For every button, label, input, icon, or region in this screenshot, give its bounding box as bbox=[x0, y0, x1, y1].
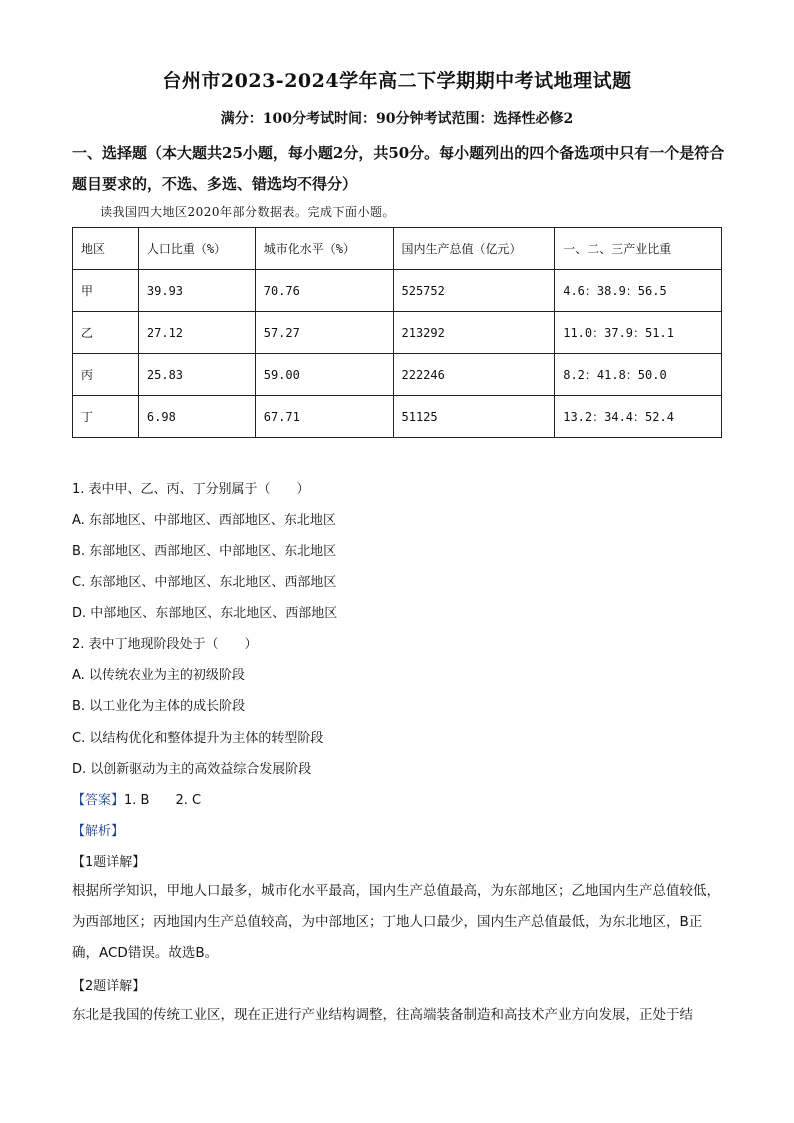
question-1-stem: 1. 表中甲、乙、丙、丁分别属于（ ） bbox=[72, 482, 310, 497]
table-header-cell: 人口比重（%） bbox=[138, 228, 255, 270]
table-cell: 6.98 bbox=[138, 396, 255, 438]
table-cell: 13.2：34.4：52.4 bbox=[555, 396, 722, 438]
table-header-row bbox=[73, 228, 722, 270]
question-2-stem: 2. 表中丁地现阶段处于（ ） bbox=[72, 637, 258, 652]
table-cell: 27.12 bbox=[138, 312, 255, 354]
table-header-cell: 城市化水平（%） bbox=[255, 228, 393, 270]
section-heading: 一、选择题（本大题共25小题，每小题2分，共50分。每小题列出的四个备选项中只有一个是符合题目要求的，不选、多选、错选均不得分） bbox=[72, 144, 725, 193]
table-cell: 乙 bbox=[73, 312, 139, 354]
table-header-cell: 国内生产总值（亿元） bbox=[393, 228, 555, 270]
question-2-option-c[interactable]: C. 以结构优化和整体提升为主体的转型阶段 bbox=[72, 731, 324, 746]
table-cell: 213292 bbox=[393, 312, 555, 354]
table-cell: 39.93 bbox=[138, 270, 255, 312]
question-1-option-b[interactable]: B. 东部地区、西部地区、中部地区、东北地区 bbox=[72, 544, 337, 559]
table-cell: 70.76 bbox=[255, 270, 393, 312]
table-header-cell: 地区 bbox=[73, 228, 139, 270]
table-cell: 57.27 bbox=[255, 312, 393, 354]
table-cell: 67.71 bbox=[255, 396, 393, 438]
data-table bbox=[72, 227, 722, 438]
table-header-cell: 一、二、三产业比重 bbox=[555, 228, 722, 270]
detail-2-text: 东北是我国的传统工业区，现在正进行产业结构调整，往高端装备制造和高技术产业方向发展，正处于结 bbox=[72, 1007, 693, 1023]
table-cell: 8.2：41.8：50.0 bbox=[555, 354, 722, 396]
table-row bbox=[73, 396, 722, 438]
detail-2-label: 【2题详解】 bbox=[72, 979, 146, 994]
answer-label: 【答案】 bbox=[72, 793, 125, 808]
table-cell: 525752 bbox=[393, 270, 555, 312]
table-cell: 59.00 bbox=[255, 354, 393, 396]
table-cell: 丙 bbox=[73, 354, 139, 396]
table-row bbox=[73, 270, 722, 312]
table-cell: 11.0：37.9：51.1 bbox=[555, 312, 722, 354]
table-cell: 25.83 bbox=[138, 354, 255, 396]
table-cell: 甲 bbox=[73, 270, 139, 312]
answer-line bbox=[72, 789, 201, 808]
table-cell: 4.6：38.9：56.5 bbox=[555, 270, 722, 312]
question-1-option-a[interactable]: A. 东部地区、中部地区、西部地区、东北地区 bbox=[72, 513, 336, 528]
table-cell: 51125 bbox=[393, 396, 555, 438]
question-2-option-a[interactable]: A. 以传统农业为主的初级阶段 bbox=[72, 668, 245, 683]
question-1-option-c[interactable]: C. 东部地区、中部地区、东北地区、西部地区 bbox=[72, 575, 337, 590]
table-row bbox=[73, 354, 722, 396]
question-2-option-d[interactable]: D. 以创新驱动为主的高效益综合发展阶段 bbox=[72, 762, 312, 777]
table-cell: 222246 bbox=[393, 354, 555, 396]
detail-1-label: 【1题详解】 bbox=[72, 855, 146, 870]
answer-text: 1. B 2. C bbox=[124, 793, 202, 808]
page-title: 台州市2023-2024学年高二下学期期中考试地理试题 bbox=[162, 70, 632, 92]
question-2-option-b[interactable]: B. 以工业化为主体的成长阶段 bbox=[72, 699, 246, 714]
question-intro: 读我国四大地区2020年部分数据表。完成下面小题。 bbox=[100, 205, 396, 219]
table-cell: 丁 bbox=[73, 396, 139, 438]
table-row bbox=[73, 312, 722, 354]
question-1-option-d[interactable]: D. 中部地区、东部地区、东北地区、西部地区 bbox=[72, 606, 338, 621]
detail-1-text: 根据所学知识，甲地人口最多，城市化水平最高，国内生产总值最高，为东部地区；乙地国内生产总值较低，为西部地区；丙地国内生产总值较高，为中部地区；丁地人口最少，国内生产总值最低，为东北地区，B正确，ACD错误。故选B。 bbox=[72, 883, 720, 961]
exam-info: 满分：100分考试时间：90分钟考试范围：选择性必修2 bbox=[220, 111, 574, 127]
analysis-label: 【解析】 bbox=[72, 824, 125, 839]
